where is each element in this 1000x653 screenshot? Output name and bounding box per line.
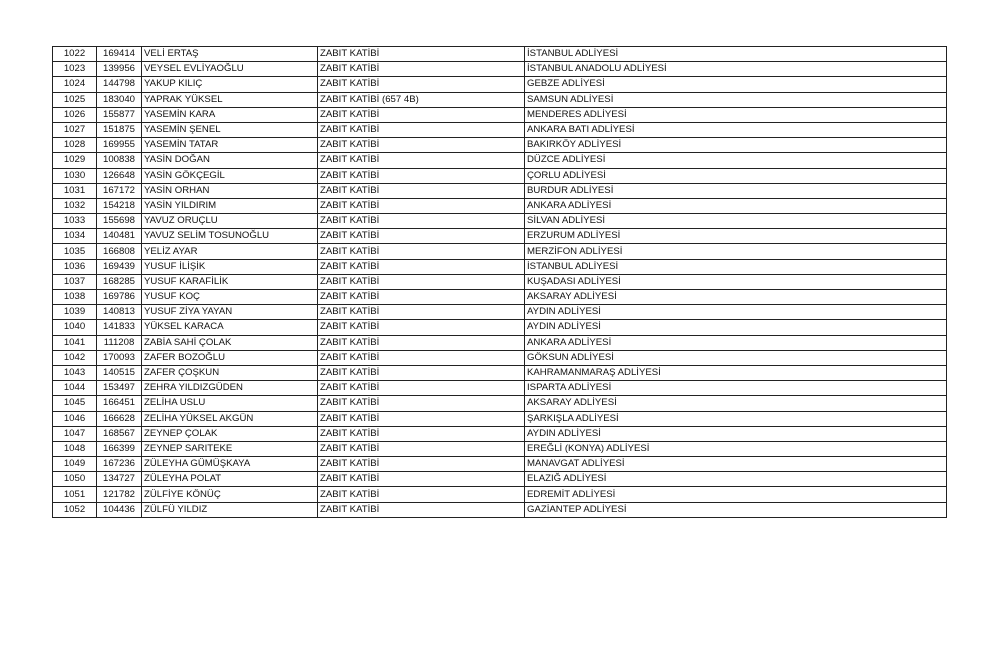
registry-number-cell: 100838	[97, 153, 142, 168]
row-number-cell: 1035	[53, 244, 97, 259]
registry-number-cell: 167172	[97, 183, 142, 198]
registry-number-cell: 169786	[97, 290, 142, 305]
courthouse-cell: SAMSUN ADLİYESİ	[525, 92, 947, 107]
courthouse-cell: ANKARA BATI ADLİYESİ	[525, 122, 947, 137]
personnel-table	[52, 46, 947, 518]
full-name-cell: ZAFER ÇOŞKUN	[142, 365, 318, 380]
row-number-cell: 1047	[53, 426, 97, 441]
row-number-cell: 1026	[53, 107, 97, 122]
row-number-cell: 1045	[53, 396, 97, 411]
registry-number-cell: 134727	[97, 472, 142, 487]
job-title-cell: ZABIT KATİBİ	[318, 47, 525, 62]
job-title-cell: ZABIT KATİBİ	[318, 502, 525, 517]
job-title-cell: ZABIT KATİBİ	[318, 77, 525, 92]
row-number-cell: 1048	[53, 441, 97, 456]
table-row	[53, 62, 947, 77]
table-row	[53, 335, 947, 350]
registry-number-cell: 169955	[97, 138, 142, 153]
job-title-cell: ZABIT KATİBİ	[318, 214, 525, 229]
courthouse-cell: ISPARTA ADLİYESİ	[525, 381, 947, 396]
registry-number-cell: 144798	[97, 77, 142, 92]
courthouse-cell: SİLVAN ADLİYESİ	[525, 214, 947, 229]
row-number-cell: 1027	[53, 122, 97, 137]
full-name-cell: ZÜLEYHA POLAT	[142, 472, 318, 487]
row-number-cell: 1029	[53, 153, 97, 168]
full-name-cell: YAPRAK YÜKSEL	[142, 92, 318, 107]
row-number-cell: 1023	[53, 62, 97, 77]
row-number-cell: 1041	[53, 335, 97, 350]
full-name-cell: YASEMİN TATAR	[142, 138, 318, 153]
full-name-cell: VELİ ERTAŞ	[142, 47, 318, 62]
job-title-cell: ZABIT KATİBİ	[318, 198, 525, 213]
courthouse-cell: GAZİANTEP ADLİYESİ	[525, 502, 947, 517]
courthouse-cell: BAKIRKÖY ADLİYESİ	[525, 138, 947, 153]
courthouse-cell: İSTANBUL ADLİYESİ	[525, 259, 947, 274]
courthouse-cell: GÖKSUN ADLİYESİ	[525, 350, 947, 365]
full-name-cell: YAKUP KILIÇ	[142, 77, 318, 92]
registry-number-cell: 167236	[97, 457, 142, 472]
table-row	[53, 365, 947, 380]
full-name-cell: YUSUF KOÇ	[142, 290, 318, 305]
table-row	[53, 153, 947, 168]
table-row	[53, 487, 947, 502]
registry-number-cell: 155877	[97, 107, 142, 122]
table-row	[53, 77, 947, 92]
courthouse-cell: EREĞLİ (KONYA) ADLİYESİ	[525, 441, 947, 456]
job-title-cell: ZABIT KATİBİ	[318, 229, 525, 244]
courthouse-cell: İSTANBUL ANADOLU ADLİYESİ	[525, 62, 947, 77]
table-row	[53, 168, 947, 183]
registry-number-cell: 154218	[97, 198, 142, 213]
registry-number-cell: 151875	[97, 122, 142, 137]
courthouse-cell: ÇORLU ADLİYESİ	[525, 168, 947, 183]
full-name-cell: YAVUZ ORUÇLU	[142, 214, 318, 229]
registry-number-cell: 166628	[97, 411, 142, 426]
registry-number-cell: 141833	[97, 320, 142, 335]
job-title-cell: ZABIT KATİBİ	[318, 274, 525, 289]
table-row	[53, 274, 947, 289]
full-name-cell: VEYSEL EVLİYAOĞLU	[142, 62, 318, 77]
registry-number-cell: 139956	[97, 62, 142, 77]
row-number-cell: 1032	[53, 198, 97, 213]
row-number-cell: 1034	[53, 229, 97, 244]
full-name-cell: ZEYNEP ÇOLAK	[142, 426, 318, 441]
courthouse-cell: ŞARKIŞLA ADLİYESİ	[525, 411, 947, 426]
registry-number-cell: 169414	[97, 47, 142, 62]
full-name-cell: YASİN GÖKÇEGİL	[142, 168, 318, 183]
job-title-cell: ZABIT KATİBİ	[318, 335, 525, 350]
full-name-cell: YASEMİN ŞENEL	[142, 122, 318, 137]
full-name-cell: YASEMİN KARA	[142, 107, 318, 122]
registry-number-cell: 166451	[97, 396, 142, 411]
job-title-cell: ZABIT KATİBİ	[318, 487, 525, 502]
table-row	[53, 472, 947, 487]
job-title-cell: ZABIT KATİBİ	[318, 153, 525, 168]
full-name-cell: ZAFER BOZOĞLU	[142, 350, 318, 365]
full-name-cell: YASİN ORHAN	[142, 183, 318, 198]
table-row	[53, 350, 947, 365]
registry-number-cell: 168567	[97, 426, 142, 441]
registry-number-cell: 169439	[97, 259, 142, 274]
table-row	[53, 396, 947, 411]
table-row	[53, 138, 947, 153]
row-number-cell: 1042	[53, 350, 97, 365]
table-row	[53, 183, 947, 198]
full-name-cell: YASİN DOĞAN	[142, 153, 318, 168]
row-number-cell: 1025	[53, 92, 97, 107]
table-row	[53, 198, 947, 213]
row-number-cell: 1028	[53, 138, 97, 153]
row-number-cell: 1022	[53, 47, 97, 62]
courthouse-cell: AYDIN ADLİYESİ	[525, 320, 947, 335]
table-row	[53, 320, 947, 335]
job-title-cell: ZABIT KATİBİ	[318, 62, 525, 77]
row-number-cell: 1049	[53, 457, 97, 472]
table-row	[53, 214, 947, 229]
row-number-cell: 1040	[53, 320, 97, 335]
full-name-cell: YÜKSEL KARACA	[142, 320, 318, 335]
job-title-cell: ZABIT KATİBİ	[318, 350, 525, 365]
row-number-cell: 1046	[53, 411, 97, 426]
full-name-cell: ZÜLEYHA GÜMÜŞKAYA	[142, 457, 318, 472]
courthouse-cell: KUŞADASI ADLİYESİ	[525, 274, 947, 289]
full-name-cell: ZELİHA USLU	[142, 396, 318, 411]
row-number-cell: 1024	[53, 77, 97, 92]
row-number-cell: 1051	[53, 487, 97, 502]
job-title-cell: ZABIT KATİBİ (657 4B)	[318, 92, 525, 107]
table-row	[53, 502, 947, 517]
row-number-cell: 1036	[53, 259, 97, 274]
courthouse-cell: DÜZCE ADLİYESİ	[525, 153, 947, 168]
courthouse-cell: EDREMİT ADLİYESİ	[525, 487, 947, 502]
courthouse-cell: ANKARA ADLİYESİ	[525, 198, 947, 213]
table-row	[53, 229, 947, 244]
table-row	[53, 290, 947, 305]
courthouse-cell: BURDUR ADLİYESİ	[525, 183, 947, 198]
job-title-cell: ZABIT KATİBİ	[318, 396, 525, 411]
row-number-cell: 1038	[53, 290, 97, 305]
job-title-cell: ZABIT KATİBİ	[318, 381, 525, 396]
courthouse-cell: AYDIN ADLİYESİ	[525, 305, 947, 320]
table-row	[53, 244, 947, 259]
table-row	[53, 305, 947, 320]
job-title-cell: ZABIT KATİBİ	[318, 244, 525, 259]
row-number-cell: 1043	[53, 365, 97, 380]
courthouse-cell: KAHRAMANMARAŞ ADLİYESİ	[525, 365, 947, 380]
full-name-cell: YASİN YILDIRIM	[142, 198, 318, 213]
job-title-cell: ZABIT KATİBİ	[318, 411, 525, 426]
full-name-cell: YAVUZ SELİM TOSUNOĞLU	[142, 229, 318, 244]
row-number-cell: 1039	[53, 305, 97, 320]
table-row	[53, 411, 947, 426]
row-number-cell: 1037	[53, 274, 97, 289]
row-number-cell: 1031	[53, 183, 97, 198]
full-name-cell: ZEHRA YILDIZGÜDEN	[142, 381, 318, 396]
table-row	[53, 92, 947, 107]
job-title-cell: ZABIT KATİBİ	[318, 122, 525, 137]
courthouse-cell: AYDIN ADLİYESİ	[525, 426, 947, 441]
registry-number-cell: 155698	[97, 214, 142, 229]
table-row	[53, 426, 947, 441]
registry-number-cell: 126648	[97, 168, 142, 183]
row-number-cell: 1044	[53, 381, 97, 396]
full-name-cell: ZÜLFÜ YILDIZ	[142, 502, 318, 517]
table-row	[53, 381, 947, 396]
courthouse-cell: AKSARAY ADLİYESİ	[525, 290, 947, 305]
full-name-cell: YUSUF İLİŞİK	[142, 259, 318, 274]
job-title-cell: ZABIT KATİBİ	[318, 457, 525, 472]
job-title-cell: ZABIT KATİBİ	[318, 320, 525, 335]
job-title-cell: ZABIT KATİBİ	[318, 259, 525, 274]
row-number-cell: 1030	[53, 168, 97, 183]
courthouse-cell: MANAVGAT ADLİYESİ	[525, 457, 947, 472]
full-name-cell: ZÜLFİYE KÖNÜÇ	[142, 487, 318, 502]
row-number-cell: 1033	[53, 214, 97, 229]
job-title-cell: ZABIT KATİBİ	[318, 290, 525, 305]
courthouse-cell: GEBZE ADLİYESİ	[525, 77, 947, 92]
registry-number-cell: 170093	[97, 350, 142, 365]
table-body	[53, 47, 947, 518]
job-title-cell: ZABIT KATİBİ	[318, 168, 525, 183]
courthouse-cell: AKSARAY ADLİYESİ	[525, 396, 947, 411]
full-name-cell: YUSUF KARAFİLİK	[142, 274, 318, 289]
registry-number-cell: 168285	[97, 274, 142, 289]
courthouse-cell: İSTANBUL ADLİYESİ	[525, 47, 947, 62]
table-row	[53, 441, 947, 456]
full-name-cell: ZELİHA YÜKSEL AKGÜN	[142, 411, 318, 426]
registry-number-cell: 183040	[97, 92, 142, 107]
table-row	[53, 457, 947, 472]
full-name-cell: YELİZ AYAR	[142, 244, 318, 259]
registry-number-cell: 166808	[97, 244, 142, 259]
job-title-cell: ZABIT KATİBİ	[318, 365, 525, 380]
job-title-cell: ZABIT KATİBİ	[318, 107, 525, 122]
courthouse-cell: ERZURUM ADLİYESİ	[525, 229, 947, 244]
table-row	[53, 47, 947, 62]
registry-number-cell: 104436	[97, 502, 142, 517]
courthouse-cell: MERZİFON ADLİYESİ	[525, 244, 947, 259]
registry-number-cell: 140481	[97, 229, 142, 244]
table-row	[53, 259, 947, 274]
full-name-cell: YUSUF ZİYA YAYAN	[142, 305, 318, 320]
job-title-cell: ZABIT KATİBİ	[318, 441, 525, 456]
full-name-cell: ZABİA SAHİ ÇOLAK	[142, 335, 318, 350]
job-title-cell: ZABIT KATİBİ	[318, 472, 525, 487]
registry-number-cell: 140813	[97, 305, 142, 320]
registry-number-cell: 166399	[97, 441, 142, 456]
job-title-cell: ZABIT KATİBİ	[318, 138, 525, 153]
row-number-cell: 1052	[53, 502, 97, 517]
courthouse-cell: ANKARA ADLİYESİ	[525, 335, 947, 350]
registry-number-cell: 111208	[97, 335, 142, 350]
job-title-cell: ZABIT KATİBİ	[318, 305, 525, 320]
table-row	[53, 107, 947, 122]
registry-number-cell: 121782	[97, 487, 142, 502]
courthouse-cell: MENDERES ADLİYESİ	[525, 107, 947, 122]
full-name-cell: ZEYNEP SARITEKE	[142, 441, 318, 456]
job-title-cell: ZABIT KATİBİ	[318, 183, 525, 198]
registry-number-cell: 153497	[97, 381, 142, 396]
row-number-cell: 1050	[53, 472, 97, 487]
courthouse-cell: ELAZIĞ ADLİYESİ	[525, 472, 947, 487]
table-row	[53, 122, 947, 137]
registry-number-cell: 140515	[97, 365, 142, 380]
job-title-cell: ZABIT KATİBİ	[318, 426, 525, 441]
